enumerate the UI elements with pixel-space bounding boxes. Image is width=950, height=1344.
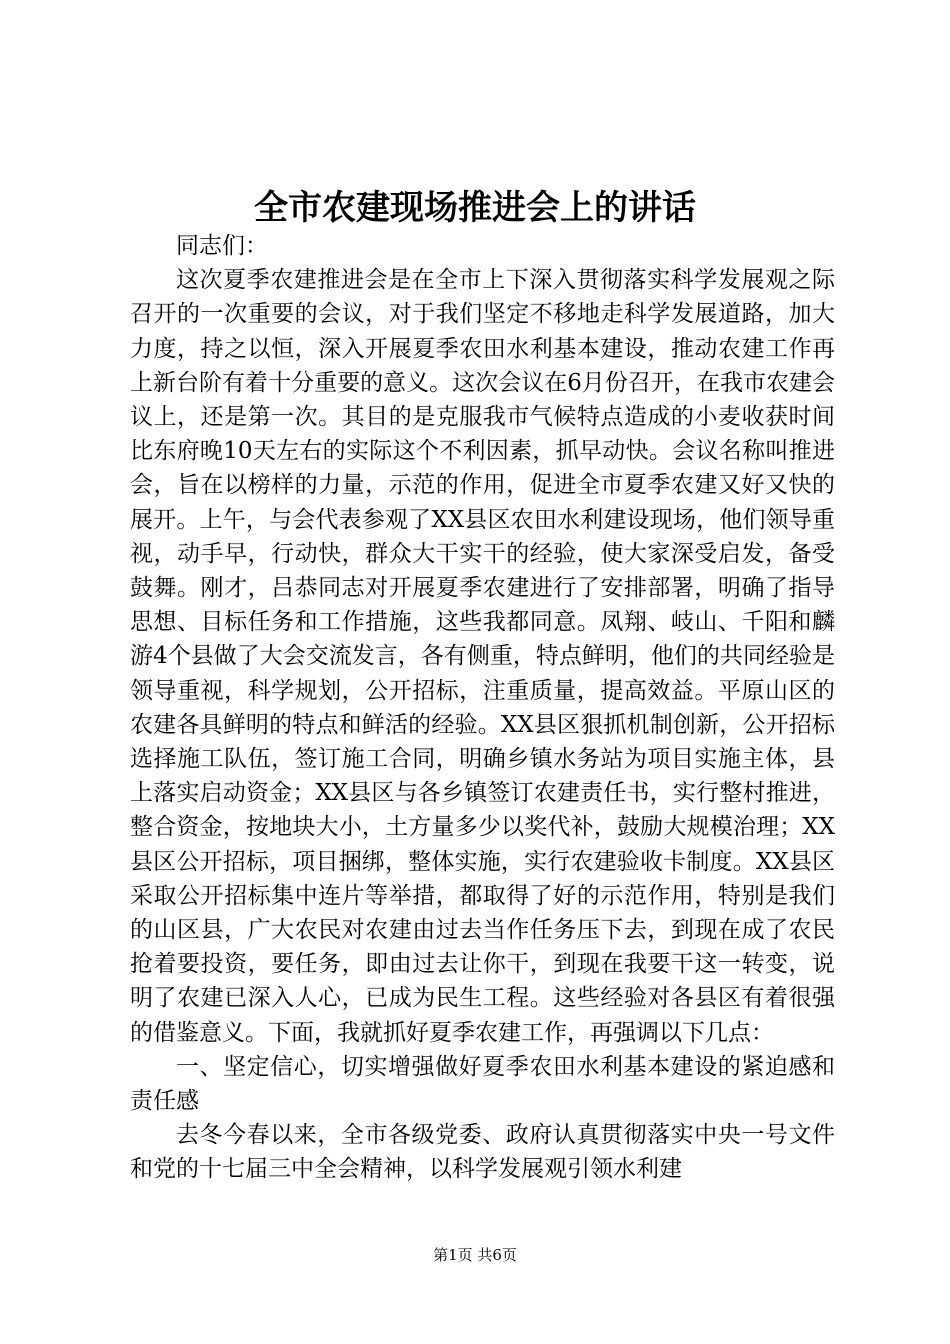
salutation: 同志们：: [176, 233, 268, 259]
document-title: 全市农建现场推进会上的讲话: [254, 188, 696, 228]
section-heading: 一、坚定信心，切实增强做好夏季农田水利基本建设的紧迫感和责任感: [130, 1053, 835, 1115]
page-indicator: 第1页 共6页: [433, 1246, 517, 1264]
body-paragraph: 去冬今春以来，全市各级党委、政府认真贯彻落实中央一号文件和党的十七届三中全会精神，以科学发展观引领水利建: [130, 1122, 835, 1183]
document-body: [130, 229, 835, 1187]
body-paragraph: 这次夏季农建推进会是在全市上下深入贯彻落实科学发展观之际召开的一次重要的会议，对于我们坚定不移地走科学发展道路，加大力度，持之以恒，深入开展夏季农田水利基本建设，推动农建工作再上新台阶有着十分重要的意义。这次会议在6月份召开，在我市农建会议上，还是第一次。其目的是克服我市气候特点造成的小麦收获时间比东府晚10天左右的实际这个不利因素，抓早动快。会议名称叫推进会，旨在以榜样的力量，示范的作用，促进全市夏季农建又好又快的展开。上午，与会代表参观了XX县区农田水利建设现场，他们领导重视，动手早，行动快，群众大干实干的经验，使大家深受启发，备受鼓舞。刚才，吕恭同志对开展夏季农建进行了安排部署，明确了指导思想、目标任务和工作措施，这些我都同意。凤翔、岐山、千阳和麟游4个县做了大会交流发言，各有侧重，特点鲜明，他们的共同经验是领导重视，科学规划，公开招标，注重质量，提高效益。平原山区的农建各具鲜明的特点和鲜活的经验。XX县区狠抓机制创新，公开招标选择施工队伍，签订施工合同，明确乡镇水务站为项目实施主体，县上落实启动资金；XX县区与各乡镇签订农建责任书，实行整村推进，整合资金，按地块大小，土方量多少以奖代补，鼓励大规模治理；XX县区公开招标，项目捆绑，整体实施，实行农建验收卡制度。XX县区采取公开招标集中连片等举措，都取得了好的示范作用，特别是我们的山区县，广大农民对农建由过去当作任务压下去，到现在成了农民抢着要投资，要任务，即由过去让你干，到现在我要干这一转变，说明了农建已深入人心，已成为民生工程。这些经验对各县区有着很强的借鉴意义。下面，我就抓好夏季农建工作，再强调以下几点：: [130, 267, 835, 1046]
